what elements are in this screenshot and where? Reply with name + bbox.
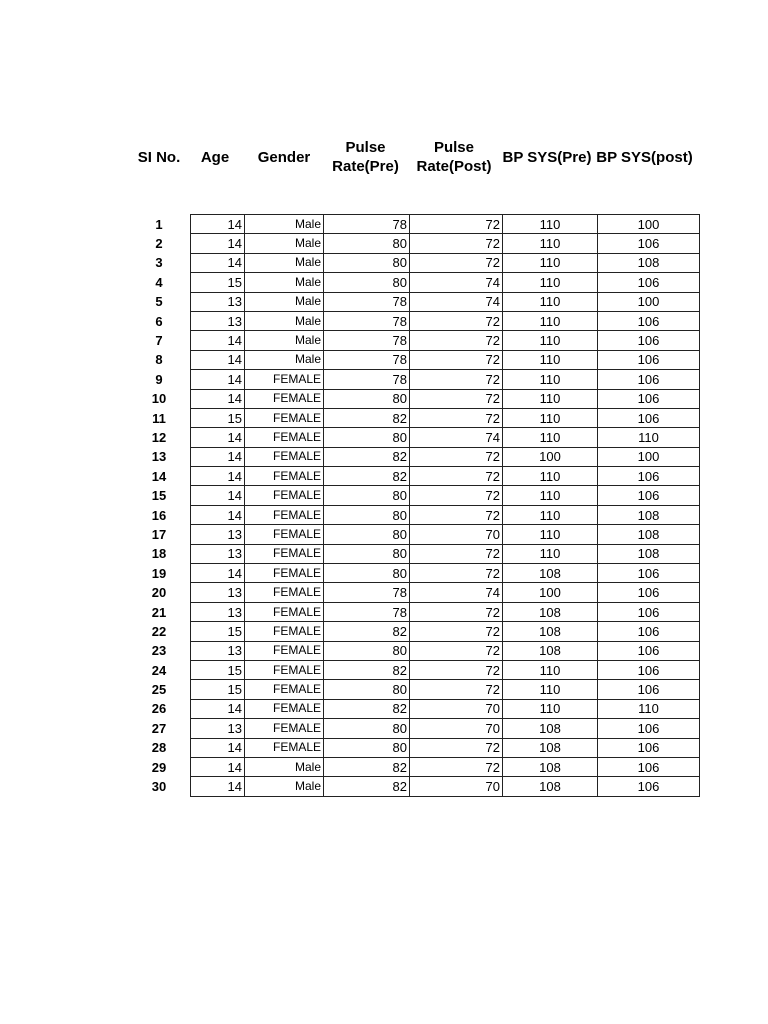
cell-bp-sys-post: 106	[598, 680, 700, 699]
cell-pulse-post: 74	[410, 292, 503, 311]
cell-pulse-pre: 80	[324, 486, 410, 505]
cell-pulse-pre: 78	[324, 370, 410, 389]
cell-age: 13	[191, 525, 245, 544]
cell-sl-no: 4	[155, 274, 163, 290]
cell-pulse-post: 70	[410, 719, 503, 738]
cell-bp-sys-post: 108	[598, 505, 700, 524]
cell-sl-no: 27	[151, 720, 167, 736]
cell-gender: Male	[245, 253, 324, 272]
header-age: Age	[200, 148, 230, 166]
cell-bp-sys-post: 106	[598, 757, 700, 776]
table-row	[128, 544, 700, 563]
cell-pulse-post: 72	[410, 370, 503, 389]
table-row	[128, 680, 700, 699]
table-row	[128, 215, 700, 234]
cell-gender: Male	[245, 234, 324, 253]
cell-bp-sys-post: 106	[598, 273, 700, 292]
cell-pulse-post: 72	[410, 234, 503, 253]
header-gender: Gender	[257, 148, 311, 166]
cell-gender: FEMALE	[245, 583, 324, 602]
cell-sl-no: 21	[151, 604, 167, 620]
cell-gender: FEMALE	[245, 622, 324, 641]
cell-gender: FEMALE	[245, 486, 324, 505]
cell-pulse-pre: 82	[324, 660, 410, 679]
cell-pulse-pre: 80	[324, 680, 410, 699]
cell-age: 14	[191, 253, 245, 272]
cell-sl-no: 28	[151, 740, 167, 756]
cell-pulse-post: 72	[410, 350, 503, 369]
cell-bp-sys-pre: 110	[503, 253, 598, 272]
cell-gender: Male	[245, 292, 324, 311]
cell-pulse-post: 72	[410, 389, 503, 408]
cell-bp-sys-post: 108	[598, 544, 700, 563]
cell-bp-sys-post: 100	[598, 447, 700, 466]
cell-bp-sys-post: 106	[598, 486, 700, 505]
cell-gender: FEMALE	[245, 525, 324, 544]
cell-sl-no: 30	[151, 779, 167, 795]
cell-pulse-pre: 78	[324, 602, 410, 621]
cell-age: 15	[191, 622, 245, 641]
cell-bp-sys-pre: 110	[503, 215, 598, 234]
cell-sl-no: 13	[151, 449, 167, 465]
cell-bp-sys-pre: 110	[503, 234, 598, 253]
cell-bp-sys-pre: 100	[503, 447, 598, 466]
cell-bp-sys-pre: 110	[503, 292, 598, 311]
table-row	[128, 602, 700, 621]
cell-bp-sys-post: 110	[598, 428, 700, 447]
cell-bp-sys-pre: 108	[503, 602, 598, 621]
cell-sl-no: 10	[151, 391, 167, 407]
table-row	[128, 564, 700, 583]
cell-age: 14	[191, 467, 245, 486]
cell-sl-no: 8	[155, 352, 163, 368]
table-row	[128, 311, 700, 330]
cell-gender: FEMALE	[245, 699, 324, 718]
cell-bp-sys-pre: 110	[503, 408, 598, 427]
table-row	[128, 777, 700, 796]
cell-gender: FEMALE	[245, 389, 324, 408]
cell-bp-sys-pre: 108	[503, 622, 598, 641]
cell-pulse-pre: 78	[324, 215, 410, 234]
cell-gender: Male	[245, 273, 324, 292]
cell-gender: Male	[245, 331, 324, 350]
cell-sl-no: 2	[155, 236, 163, 252]
cell-pulse-post: 74	[410, 273, 503, 292]
cell-bp-sys-pre: 108	[503, 777, 598, 796]
cell-gender: FEMALE	[245, 602, 324, 621]
cell-bp-sys-post: 110	[598, 699, 700, 718]
cell-age: 14	[191, 564, 245, 583]
cell-bp-sys-pre: 110	[503, 331, 598, 350]
table-row	[128, 292, 700, 311]
cell-pulse-post: 72	[410, 331, 503, 350]
cell-pulse-post: 72	[410, 680, 503, 699]
cell-pulse-post: 72	[410, 757, 503, 776]
cell-pulse-post: 72	[410, 408, 503, 427]
cell-sl-no: 6	[155, 313, 163, 329]
cell-bp-sys-post: 106	[598, 234, 700, 253]
cell-gender: FEMALE	[245, 370, 324, 389]
table-row	[128, 370, 700, 389]
table-row	[128, 505, 700, 524]
cell-bp-sys-pre: 110	[503, 525, 598, 544]
cell-bp-sys-pre: 110	[503, 486, 598, 505]
cell-bp-sys-pre: 110	[503, 273, 598, 292]
cell-pulse-post: 72	[410, 641, 503, 660]
cell-bp-sys-pre: 108	[503, 757, 598, 776]
cell-bp-sys-pre: 108	[503, 738, 598, 757]
cell-pulse-post: 72	[410, 215, 503, 234]
cell-bp-sys-pre: 110	[503, 544, 598, 563]
cell-bp-sys-post: 106	[598, 350, 700, 369]
cell-age: 14	[191, 447, 245, 466]
cell-pulse-post: 72	[410, 660, 503, 679]
table-row	[128, 331, 700, 350]
cell-age: 14	[191, 350, 245, 369]
cell-pulse-post: 72	[410, 505, 503, 524]
cell-pulse-pre: 80	[324, 544, 410, 563]
cell-age: 15	[191, 408, 245, 427]
cell-pulse-pre: 82	[324, 777, 410, 796]
cell-pulse-pre: 82	[324, 408, 410, 427]
cell-age: 14	[191, 757, 245, 776]
cell-bp-sys-post: 106	[598, 311, 700, 330]
cell-gender: FEMALE	[245, 428, 324, 447]
cell-bp-sys-pre: 110	[503, 350, 598, 369]
cell-sl-no: 15	[151, 488, 167, 504]
table-row	[128, 622, 700, 641]
cell-bp-sys-pre: 110	[503, 311, 598, 330]
table-row	[128, 350, 700, 369]
cell-sl-no: 17	[151, 526, 167, 542]
table-row	[128, 699, 700, 718]
cell-pulse-pre: 78	[324, 292, 410, 311]
table-row	[128, 428, 700, 447]
cell-bp-sys-pre: 110	[503, 389, 598, 408]
cell-bp-sys-post: 106	[598, 564, 700, 583]
table-body	[128, 215, 700, 797]
cell-bp-sys-post: 100	[598, 215, 700, 234]
cell-pulse-pre: 80	[324, 525, 410, 544]
cell-sl-no: 16	[151, 507, 167, 523]
cell-sl-no: 18	[151, 546, 167, 562]
cell-pulse-post: 74	[410, 583, 503, 602]
cell-sl-no: 29	[151, 759, 167, 775]
cell-bp-sys-post: 106	[598, 719, 700, 738]
header-pulse-rate-post: Pulse Rate(Post)	[416, 139, 492, 175]
cell-bp-sys-post: 106	[598, 622, 700, 641]
table-row	[128, 389, 700, 408]
cell-gender: FEMALE	[245, 564, 324, 583]
cell-gender: FEMALE	[245, 680, 324, 699]
table-row	[128, 525, 700, 544]
cell-bp-sys-post: 106	[598, 777, 700, 796]
cell-pulse-post: 72	[410, 602, 503, 621]
table-row	[128, 486, 700, 505]
cell-gender: FEMALE	[245, 738, 324, 757]
cell-bp-sys-pre: 110	[503, 467, 598, 486]
header-bp-sys-pre: BP SYS(Pre)	[502, 148, 592, 166]
table-row	[128, 641, 700, 660]
header-bp-sys-post: BP SYS(post)	[596, 148, 693, 166]
cell-gender: FEMALE	[245, 408, 324, 427]
cell-pulse-pre: 80	[324, 719, 410, 738]
cell-gender: Male	[245, 350, 324, 369]
cell-gender: FEMALE	[245, 505, 324, 524]
cell-pulse-pre: 80	[324, 389, 410, 408]
cell-age: 13	[191, 544, 245, 563]
cell-pulse-post: 72	[410, 486, 503, 505]
table-header	[0, 134, 768, 184]
cell-bp-sys-post: 106	[598, 467, 700, 486]
cell-bp-sys-post: 106	[598, 370, 700, 389]
cell-pulse-post: 72	[410, 311, 503, 330]
cell-pulse-post: 72	[410, 447, 503, 466]
data-table-container	[128, 214, 700, 797]
cell-sl-no: 7	[155, 333, 163, 349]
cell-pulse-pre: 82	[324, 467, 410, 486]
cell-bp-sys-pre: 110	[503, 680, 598, 699]
cell-age: 15	[191, 680, 245, 699]
cell-sl-no: 26	[151, 701, 167, 717]
cell-pulse-pre: 82	[324, 699, 410, 718]
cell-pulse-pre: 80	[324, 234, 410, 253]
table-row	[128, 447, 700, 466]
cell-sl-no: 1	[155, 216, 163, 232]
table-row	[128, 408, 700, 427]
cell-pulse-pre: 80	[324, 273, 410, 292]
cell-pulse-post: 74	[410, 428, 503, 447]
cell-age: 14	[191, 331, 245, 350]
cell-pulse-post: 72	[410, 467, 503, 486]
cell-bp-sys-pre: 110	[503, 699, 598, 718]
cell-age: 14	[191, 505, 245, 524]
cell-sl-no: 5	[155, 294, 163, 310]
cell-sl-no: 22	[151, 623, 167, 639]
data-table	[128, 214, 700, 797]
table-row	[128, 719, 700, 738]
cell-sl-no: 23	[151, 643, 167, 659]
cell-bp-sys-post: 106	[598, 660, 700, 679]
cell-gender: FEMALE	[245, 641, 324, 660]
cell-pulse-pre: 80	[324, 428, 410, 447]
cell-bp-sys-pre: 108	[503, 641, 598, 660]
table-row	[128, 583, 700, 602]
cell-bp-sys-post: 108	[598, 525, 700, 544]
cell-pulse-post: 72	[410, 544, 503, 563]
cell-bp-sys-pre: 110	[503, 428, 598, 447]
table-row	[128, 234, 700, 253]
cell-pulse-post: 70	[410, 699, 503, 718]
cell-age: 13	[191, 641, 245, 660]
cell-gender: FEMALE	[245, 719, 324, 738]
cell-age: 13	[191, 602, 245, 621]
cell-bp-sys-pre: 100	[503, 583, 598, 602]
cell-bp-sys-post: 106	[598, 641, 700, 660]
cell-pulse-pre: 78	[324, 311, 410, 330]
cell-pulse-post: 70	[410, 525, 503, 544]
cell-gender: FEMALE	[245, 467, 324, 486]
cell-gender: Male	[245, 311, 324, 330]
table-row	[128, 253, 700, 272]
cell-age: 13	[191, 583, 245, 602]
cell-sl-no: 14	[151, 468, 167, 484]
cell-age: 15	[191, 273, 245, 292]
table-row	[128, 757, 700, 776]
cell-pulse-pre: 78	[324, 583, 410, 602]
table-row	[128, 738, 700, 757]
cell-gender: FEMALE	[245, 544, 324, 563]
cell-sl-no: 9	[155, 371, 163, 387]
cell-pulse-post: 72	[410, 622, 503, 641]
cell-age: 14	[191, 738, 245, 757]
cell-sl-no: 20	[151, 585, 167, 601]
table-row	[128, 467, 700, 486]
cell-bp-sys-pre: 108	[503, 564, 598, 583]
cell-age: 14	[191, 370, 245, 389]
cell-age: 14	[191, 486, 245, 505]
cell-pulse-post: 72	[410, 738, 503, 757]
table-row	[128, 660, 700, 679]
cell-bp-sys-pre: 110	[503, 370, 598, 389]
cell-gender: Male	[245, 757, 324, 776]
cell-age: 14	[191, 699, 245, 718]
cell-pulse-pre: 80	[324, 253, 410, 272]
cell-pulse-pre: 82	[324, 757, 410, 776]
cell-bp-sys-post: 106	[598, 408, 700, 427]
cell-pulse-pre: 80	[324, 641, 410, 660]
cell-bp-sys-post: 100	[598, 292, 700, 311]
cell-age: 14	[191, 234, 245, 253]
cell-sl-no: 24	[151, 662, 167, 678]
cell-pulse-post: 72	[410, 253, 503, 272]
table-row	[128, 273, 700, 292]
cell-pulse-post: 72	[410, 564, 503, 583]
cell-bp-sys-post: 106	[598, 602, 700, 621]
cell-age: 13	[191, 719, 245, 738]
cell-age: 13	[191, 292, 245, 311]
cell-age: 14	[191, 777, 245, 796]
cell-age: 14	[191, 428, 245, 447]
header-sl-no: SI No.	[137, 148, 181, 166]
cell-bp-sys-post: 108	[598, 253, 700, 272]
cell-pulse-pre: 78	[324, 331, 410, 350]
cell-age: 14	[191, 389, 245, 408]
cell-bp-sys-pre: 110	[503, 660, 598, 679]
cell-bp-sys-post: 106	[598, 389, 700, 408]
cell-sl-no: 19	[151, 565, 167, 581]
cell-gender: FEMALE	[245, 660, 324, 679]
cell-sl-no: 11	[152, 410, 166, 426]
cell-sl-no: 3	[155, 255, 163, 271]
cell-pulse-pre: 78	[324, 350, 410, 369]
cell-age: 15	[191, 660, 245, 679]
cell-bp-sys-post: 106	[598, 738, 700, 757]
cell-pulse-pre: 82	[324, 622, 410, 641]
cell-age: 13	[191, 311, 245, 330]
cell-gender: FEMALE	[245, 447, 324, 466]
cell-sl-no: 12	[151, 429, 167, 445]
cell-bp-sys-post: 106	[598, 331, 700, 350]
cell-pulse-post: 70	[410, 777, 503, 796]
cell-age: 14	[191, 215, 245, 234]
cell-gender: Male	[245, 215, 324, 234]
cell-pulse-pre: 82	[324, 447, 410, 466]
cell-pulse-pre: 80	[324, 505, 410, 524]
cell-bp-sys-pre: 108	[503, 719, 598, 738]
header-pulse-rate-pre: Pulse Rate(Pre)	[332, 139, 399, 175]
cell-bp-sys-post: 106	[598, 583, 700, 602]
cell-pulse-pre: 80	[324, 738, 410, 757]
cell-sl-no: 25	[151, 682, 167, 698]
cell-pulse-pre: 80	[324, 564, 410, 583]
cell-gender: Male	[245, 777, 324, 796]
cell-bp-sys-pre: 110	[503, 505, 598, 524]
